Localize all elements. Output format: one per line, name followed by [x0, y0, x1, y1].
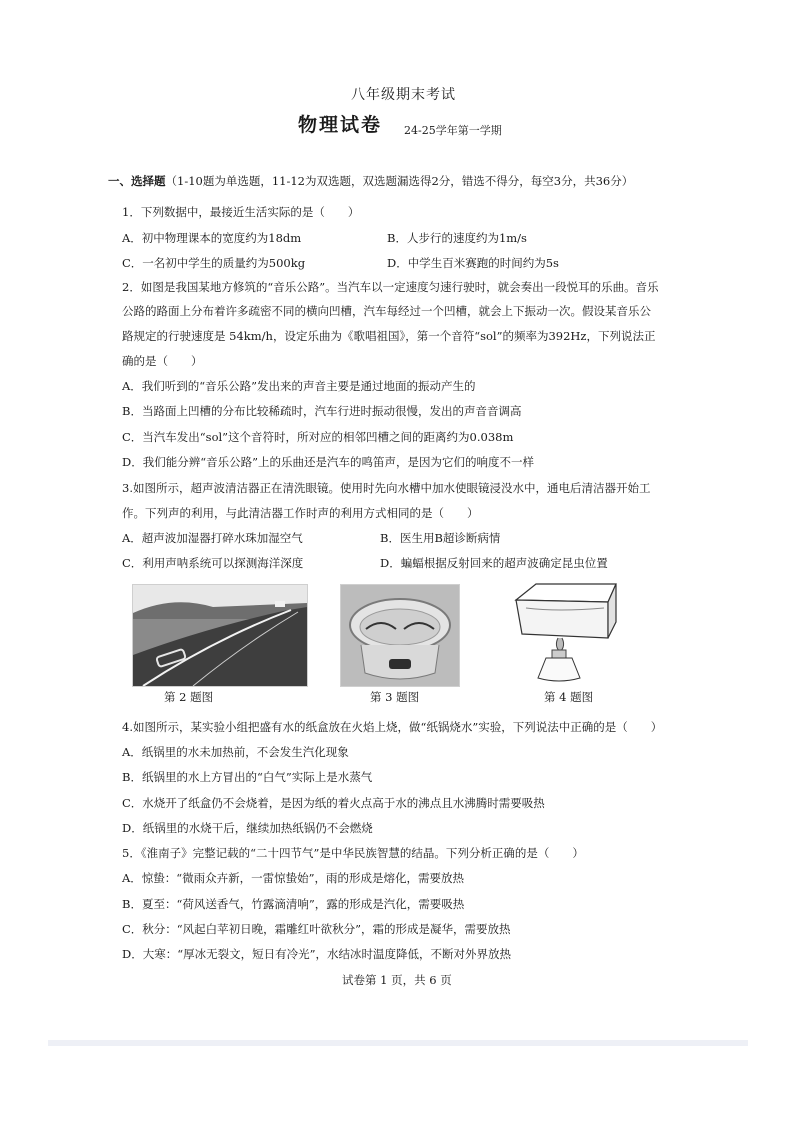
q1-option-a: A．初中物理课本的宽度约为18dm [122, 231, 302, 245]
q5-option-a: A．惊蛰：“微雨众卉新，一雷惊蛰始”，雨的形成是熔化，需要放热 [122, 871, 465, 885]
figure-2-caption: 第 2 题图 [164, 690, 214, 704]
q3-stem-line2: 作。下列声的利用，与此清洁器工作时声的利用方式相同的是（ ） [122, 506, 479, 520]
q4-option-c: C．水烧开了纸盒仍不会烧着，是因为纸的着火点高于水的沸点且水沸腾时需要吸热 [122, 796, 545, 810]
q2-option-b: B．当路面上凹槽的分布比较稀疏时，汽车行进时振动很慢，发出的声音音调高 [122, 404, 522, 418]
figure-3-caption: 第 3 题图 [370, 690, 420, 704]
q3-option-c: C．利用声呐系统可以探测海洋深度 [122, 556, 304, 570]
q2-option-d: D．我们能分辨“音乐公路”上的乐曲还是汽车的鸣笛声，是因为它们的响度不一样 [122, 455, 534, 469]
ultrasonic-cleaner-photo [340, 584, 460, 687]
paper-pot-diagram [508, 578, 618, 688]
q3-option-b: B．医生用B超诊断病情 [380, 531, 501, 545]
q1-option-c: C．一名初中学生的质量约为500kg [122, 256, 306, 270]
q1-option-d: D．中学生百米赛跑的时间约为5s [387, 256, 559, 270]
q4-option-b: B．纸锅里的水上方冒出的“白气”实际上是水蒸气 [122, 770, 373, 784]
subject-title: 物理试卷 [298, 114, 383, 136]
figure-4-caption: 第 4 题图 [544, 690, 594, 704]
q5-option-b: B．夏至：“荷风送香气，竹露滴清响”，露的形成是汽化，需要吸热 [122, 897, 465, 911]
music-road-photo [132, 584, 308, 687]
q3-option-a: A．超声波加湿器打碎水珠加湿空气 [122, 531, 303, 545]
section-name: 一、选择题 [108, 174, 166, 188]
q2-option-a: A．我们听到的“音乐公路”发出来的声音主要是通过地面的振动产生的 [122, 379, 476, 393]
q4-stem: 4.如图所示，某实验小组把盛有水的纸盒放在火焰上烧，做“纸锅烧水”实验，下列说法中正确的是（ ） [122, 720, 663, 734]
q2-option-c: C．当汽车发出“sol”这个音符时，所对应的相邻凹槽之间的距离约为0.038m [122, 430, 514, 444]
q2-stem-line1: 2．如图是我国某地方修筑的“音乐公路”。当汽车以一定速度匀速行驶时，就会奏出一段悦耳的乐曲。音乐 [122, 280, 659, 294]
q5-stem: 5．《淮南子》完整记载的“二十四节气”是中华民族智慧的结晶。下列分析正确的是（ ） [122, 846, 584, 860]
q3-option-d: D．蝙蝠根据反射回来的超声波确定昆虫位置 [380, 556, 608, 570]
page-divider-strip [48, 1040, 748, 1046]
q3-stem-line1: 3.如图所示，超声波清洁器正在清洗眼镜。使用时先向水槽中加水使眼镜浸没水中，通电后清洁器开始工 [122, 481, 651, 495]
page-footer: 试卷第 1 页，共 6 页 [342, 973, 452, 987]
q2-stem-line4: 确的是（ ） [122, 354, 203, 368]
q2-stem-line3: 路规定的行驶速度是 54km/h，设定乐曲为《歌唱祖国》，第一个音符“sol”的频率为392Hz，下列说法正 [122, 329, 656, 343]
q1-stem: 1．下列数据中，最接近生活实际的是（ ） [122, 205, 360, 219]
term-label: 24-25学年第一学期 [404, 124, 502, 137]
q1-option-b: B．人步行的速度约为1m/s [387, 231, 527, 245]
section-heading [108, 174, 633, 188]
q2-stem-line2: 公路的路面上分布着许多疏密不同的横向凹槽，汽车每经过一个凹槽，就会上下振动一次。假设某音乐公 [122, 304, 651, 318]
section-desc: （1-10题为单选题，11-12为双选题，双选题漏选得2分，错选不得分，每空3分，共36分） [165, 174, 634, 188]
exam-title: 八年级期末考试 [351, 87, 456, 103]
q5-option-c: C．秋分：“风起白苹初日晚，霜雕红叶欲秋分”，霜的形成是凝华，需要放热 [122, 922, 511, 936]
q4-option-d: D．纸锅里的水烧干后，继续加热纸锅仍不会燃烧 [122, 821, 373, 835]
q4-option-a: A．纸锅里的水未加热前，不会发生汽化现象 [122, 745, 349, 759]
q5-option-d: D．大寒：“厚冰无裂文，短日有冷光”，水结冰时温度降低，不断对外界放热 [122, 947, 511, 961]
